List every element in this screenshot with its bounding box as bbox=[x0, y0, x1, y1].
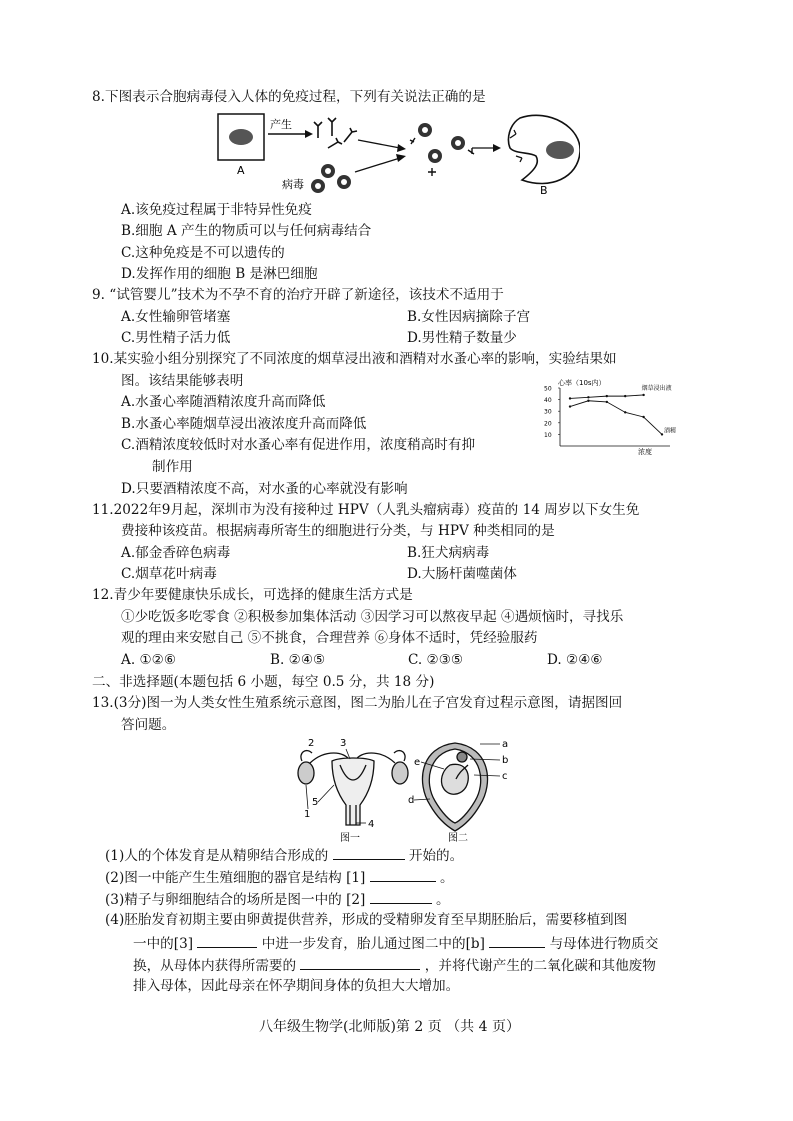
fig2-label-b: b bbox=[502, 755, 509, 766]
fig1-caption: 图一 bbox=[340, 833, 360, 844]
q13-part4-line2 bbox=[133, 933, 658, 953]
q10-stem-line1: 10.某实验小组分别探究了不同浓度的烟草浸出液和酒精对水蚤心率的影响，实验结果如 bbox=[92, 351, 617, 367]
q13-part4-text-d: 换，从母体内获得所需要的 bbox=[133, 958, 297, 974]
chart-point-s1-5 bbox=[642, 394, 644, 396]
chart-ytick-30: 30 bbox=[544, 408, 552, 416]
chart-xlabel: 浓度 bbox=[638, 448, 652, 456]
q9-stem: 9. “试管婴儿”技术为不孕不育的治疗开辟了新途径，该技术不适用于 bbox=[92, 287, 504, 303]
heart-rate-chart bbox=[540, 376, 705, 456]
fig1-label-5: 5 bbox=[312, 797, 319, 808]
q13-part1-text: (1)人的个体发育是从精卵结合形成的 bbox=[105, 848, 329, 864]
fig1-label-2: 2 bbox=[308, 738, 315, 749]
q11-option-a: A.郁金香碎色病毒 bbox=[121, 545, 231, 561]
q13-answer-blank-3[interactable] bbox=[370, 889, 432, 904]
q13-part3-text: (3)精子与卵细胞结合的场所是图一中的 [2] bbox=[105, 892, 366, 908]
q10-option-a: A.水蚤心率随酒精浓度升高而降低 bbox=[121, 394, 326, 410]
figure-2-fetus-in-uterus bbox=[422, 743, 487, 831]
chart-point-s2-5 bbox=[642, 416, 644, 418]
cell-a-nucleus bbox=[229, 129, 253, 145]
fig2-label-d: d bbox=[408, 795, 415, 806]
q13-part4-line1: (4)胚胎发育初期主要由卵黄提供营养，形成的受精卵发育至早期胚胎后，需要移植到图 bbox=[105, 912, 628, 928]
q13-part4-text-c: 与母体进行物质交 bbox=[549, 936, 659, 952]
chart-point-s1-4 bbox=[624, 395, 626, 397]
q8-option-c: C.这种免疫是不可以遗传的 bbox=[121, 245, 285, 261]
q13-part2 bbox=[105, 867, 454, 887]
q13-answer-blank-2[interactable] bbox=[370, 867, 436, 882]
chart-point-s1-2 bbox=[587, 396, 589, 398]
figure-1-reproductive-system bbox=[298, 751, 408, 825]
page-footer: 八年级生物学(北师版)第 2 页 （共 4 页） bbox=[259, 1019, 520, 1035]
q10-option-d: D.只要酒精浓度不高，对水蚤的心率就没有影响 bbox=[121, 481, 408, 497]
chart-ytick-20: 20 bbox=[544, 420, 552, 428]
q11-stem-line2: 费接种该疫苗。根据病毒所寄生的细胞进行分类，与 HPV 种类相同的是 bbox=[121, 523, 555, 539]
chart-point-s2-4 bbox=[624, 411, 626, 413]
chart-point-s2-1 bbox=[569, 405, 571, 407]
fig2-label-c: c bbox=[502, 771, 508, 782]
q8-option-b: B.细胞 A 产生的物质可以与任何病毒结合 bbox=[121, 223, 372, 239]
q10-stem-line2: 图。该结果能够表明 bbox=[121, 373, 244, 389]
chart-ytick-10: 10 bbox=[544, 431, 552, 439]
q12-choices-line1: ①少吃饭多吃零食 ②积极参加集体活动 ③因学习可以熬夜早起 ④遇烦恼时，寻找乐 bbox=[121, 609, 624, 625]
q10-option-b: B.水蚤心率随烟草浸出液浓度升高而降低 bbox=[121, 416, 367, 432]
label-produce: 产生 bbox=[270, 118, 292, 131]
q11-option-c: C.烟草花叶病毒 bbox=[121, 566, 217, 582]
q11-stem-line1: 11.2022年9月起，深圳市为没有接种过 HPV（人乳头瘤病毒）疫苗的 14 周岁以下女生免 bbox=[92, 502, 640, 518]
chart-series-line-2 bbox=[570, 401, 662, 435]
q11-option-b: B.狂犬病病毒 bbox=[407, 545, 490, 561]
antibodies-group bbox=[314, 118, 357, 148]
chart-ytick-50: 50 bbox=[544, 385, 552, 393]
q12-stem: 12.青少年要健康快乐成长，可选择的健康生活方式是 bbox=[92, 587, 413, 603]
q13-part1-tail: 开始的。 bbox=[408, 848, 464, 864]
q13-part3-tail: 。 bbox=[436, 892, 450, 908]
fig2-label-a: a bbox=[502, 739, 509, 750]
q13-part4-text-e: ，并将代谢产生的二氧化碳和其他废物 bbox=[424, 958, 656, 974]
label-a: A bbox=[237, 164, 245, 177]
q12-option-c: C. ②③⑤ bbox=[408, 652, 464, 668]
q12-option-a: A. ①②⑥ bbox=[121, 652, 177, 668]
q9-option-d: D.男性精子数量少 bbox=[407, 330, 517, 346]
chart-point-s1-3 bbox=[606, 395, 608, 397]
chart-ytick-40: 40 bbox=[544, 397, 552, 405]
q13-part4-text-b: 中进一步发育，胎儿通过图二中的[b] bbox=[261, 936, 485, 952]
label-virus: 病毒 bbox=[282, 178, 304, 191]
q13-part2-text: (2)图一中能产生生殖细胞的器官是结构 [1] bbox=[105, 870, 366, 886]
section-2-heading: 二、非选择题(本题包括 6 小题，每空 0.5 分，共 18 分) bbox=[92, 674, 435, 690]
chart-point-s2-6 bbox=[661, 433, 663, 435]
q9-option-c: C.男性精子活力低 bbox=[121, 330, 231, 346]
q13-answer-blank-1[interactable] bbox=[333, 845, 405, 860]
chart-point-s2-3 bbox=[606, 401, 608, 403]
q13-part4-line4: 排入母体，因此母亲在怀孕期间身体的负担大大增加。 bbox=[133, 978, 460, 994]
q13-part4-text-a: 一中的[3] bbox=[133, 936, 194, 952]
q13-stem-line2: 答问题。 bbox=[121, 717, 176, 733]
q10-option-c-line1: C.酒精浓度较低时对水蚤心率有促进作用，浓度稍高时有抑 bbox=[121, 437, 476, 453]
q10-option-c-line2: 制作用 bbox=[152, 459, 193, 475]
chart-series-label-1: 烟草浸出液 bbox=[641, 384, 672, 392]
fig1-label-3: 3 bbox=[340, 738, 347, 749]
fig2-label-e: e bbox=[414, 757, 421, 768]
q13-part3 bbox=[105, 889, 450, 909]
q8-option-a: A.该免疫过程属于非特异性免疫 bbox=[121, 202, 312, 218]
chart-point-s2-2 bbox=[587, 400, 589, 402]
fig1-label-4: 4 bbox=[368, 819, 375, 830]
q13-answer-blank-4[interactable] bbox=[197, 933, 257, 948]
reproductive-system-figures bbox=[290, 735, 515, 847]
cell-b-nucleus bbox=[546, 141, 574, 159]
immune-process-figure bbox=[210, 108, 580, 198]
q13-answer-blank-5[interactable] bbox=[489, 933, 545, 948]
q13-answer-blank-6[interactable] bbox=[300, 955, 420, 970]
q9-option-b: B.女性因病摘除子宫 bbox=[407, 309, 531, 325]
fig1-label-1: 1 bbox=[304, 809, 311, 820]
q12-option-d: D. ②④⑥ bbox=[547, 652, 603, 668]
chart-point-s1-1 bbox=[569, 397, 571, 399]
virus-particles bbox=[311, 164, 351, 193]
q12-choices-line2: 观的理由来安慰自己 ⑤不挑食，合理营养 ⑥身体不适时，凭经验服药 bbox=[121, 630, 538, 646]
q13-part1 bbox=[105, 845, 463, 865]
q13-stem-line1: 13.(3分)图一为人类女性生殖系统示意图，图二为胎儿在子宫发育过程示意图，请据图回 bbox=[92, 695, 623, 711]
q11-option-d: D.大肠杆菌噬菌体 bbox=[407, 566, 517, 582]
q12-option-b: B. ②④⑤ bbox=[270, 652, 326, 668]
chart-ylabel: 心率（10s内） bbox=[558, 379, 606, 387]
fig2-caption: 图二 bbox=[448, 833, 468, 844]
q8-stem: 8.下图表示合胞病毒侵入人体的免疫过程，下列有关说法正确的是 bbox=[92, 89, 486, 105]
chart-series-label-2: 酒精 bbox=[664, 427, 677, 435]
q13-part2-tail: 。 bbox=[440, 870, 454, 886]
q13-part4-line3 bbox=[133, 955, 656, 975]
antigen-antibody-complexes bbox=[410, 123, 474, 176]
label-b: B bbox=[540, 184, 548, 197]
q9-option-a: A.女性输卵管堵塞 bbox=[121, 309, 231, 325]
q8-option-d: D.发挥作用的细胞 B 是淋巴细胞 bbox=[121, 266, 318, 282]
